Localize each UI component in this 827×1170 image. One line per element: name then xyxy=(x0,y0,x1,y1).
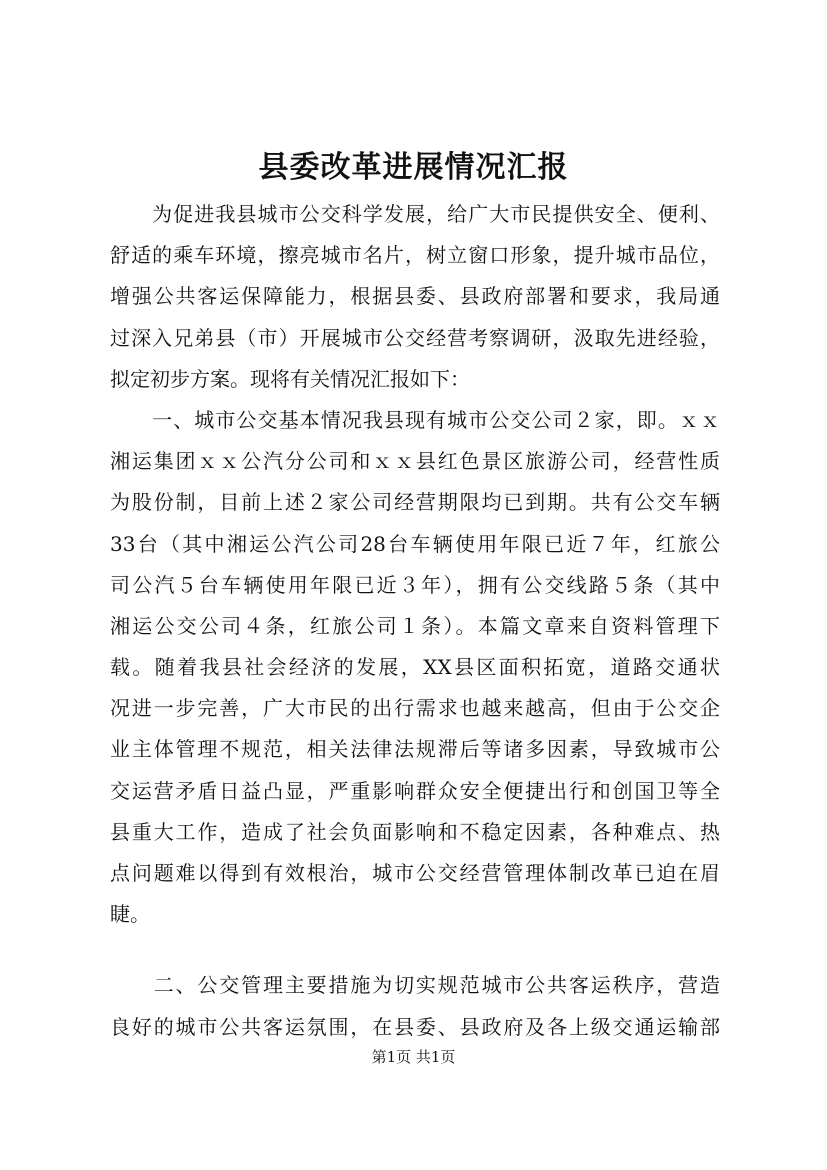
page-footer: 第1页 共1页 xyxy=(371,1048,456,1066)
document-body xyxy=(110,194,720,1048)
text-line: 业主体管理不规范，相关法律法规滞后等诸多因素，导致城市公 xyxy=(110,737,720,762)
text-line: 点问题难以得到有效根治，城市公交经营管理体制改革已迫在眉 xyxy=(110,861,720,885)
text-line: 县重大工作，造成了社会负面影响和不稳定因素，各种难点、热 xyxy=(110,819,720,844)
text-line: 司公汽５台车辆使用年限已近３年），拥有公交线路５条（其中 xyxy=(110,572,720,597)
text-line: 湘运公交公司４条，红旅公司１条）。本篇文章来自资料管理下 xyxy=(110,613,720,638)
text-line: 过深入兄弟县（市）开展城市公交经营考察调研，汲取先进经验， xyxy=(110,325,720,350)
paragraph-intro xyxy=(110,194,720,400)
text-line: 为促进我县城市公交科学发展，给广大市民提供安全、便利、 xyxy=(110,202,720,226)
text-line: 一、城市公交基本情况我县现有城市公交公司２家，即。ｘｘ xyxy=(110,407,720,432)
text-line: 33台（其中湘运公汽公司28台车辆使用年限已近７年，红旅公 xyxy=(110,531,720,556)
paragraph-gap xyxy=(110,935,720,965)
text-line: 二、公交管理主要措施为切实规范城市公共客运秩序，营造 xyxy=(110,973,720,998)
text-line: 湘运集团ｘｘ公汽分公司和ｘｘ县红色景区旅游公司，经营性质 xyxy=(110,449,720,474)
document-title: 县委改革进展情况汇报 xyxy=(258,150,569,185)
text-line: 舒适的乘车环境，擦亮城市名片，树立窗口形象，提升城市品位， xyxy=(110,243,720,268)
text-line: 载。随着我县社会经济的发展，XX县区面积拓宽，道路交通状 xyxy=(110,655,720,680)
paragraph-section-one xyxy=(110,400,720,935)
text-line: 良好的城市公共客运氛围，在县委、县政府及各上级交通运输部 xyxy=(110,1014,720,1039)
text-line: 况进一步完善，广大市民的出行需求也越来越高，但由于公交企 xyxy=(110,696,720,721)
paragraph-section-two xyxy=(110,965,720,1047)
text-line: 拟定初步方案。现将有关情况汇报如下： xyxy=(110,366,470,391)
text-line: 为股份制，目前上述２家公司经营期限均已到期。共有公交车辆 xyxy=(110,490,720,515)
text-line: 交运营矛盾日益凸显，严重影响群众安全便捷出行和创国卫等全 xyxy=(110,778,720,803)
text-line: 增强公共客运保障能力，根据县委、县政府部署和要求，我局通 xyxy=(110,284,720,309)
text-line: 睫。 xyxy=(110,902,150,927)
